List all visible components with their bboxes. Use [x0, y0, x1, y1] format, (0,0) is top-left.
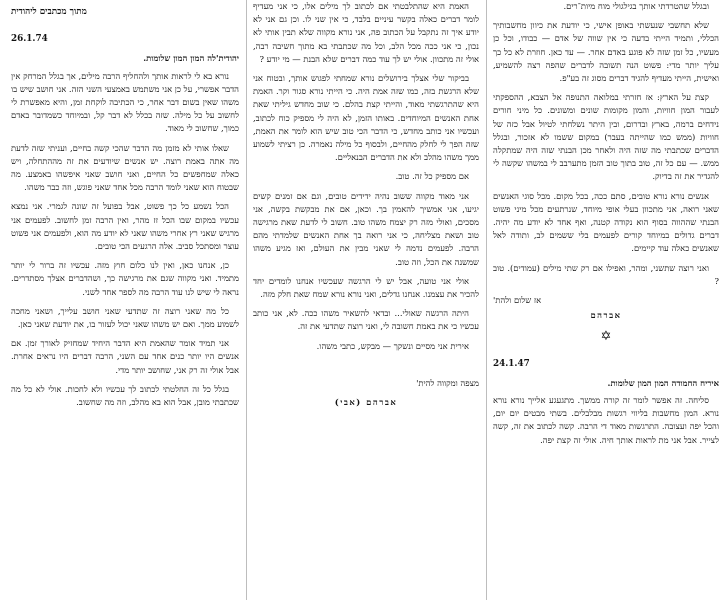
- signature: אברהם: [590, 310, 622, 321]
- body-paragraph: ואני רוצה שתשני, ומהר, ואפילו אם רק שתי מילים (עמודים). טוב ?: [493, 262, 719, 286]
- body-paragraph: שלא תחשבי שנעשתי באופן אישי, כי יודעת את כיוון מחשבותיך הכללי, ותמיד הייתי בדעה כי אין שווה של אדם — כבודו, וכל כן מעשיו, כל זמן שזה לא פוגע באדם אחר. — עד כאן. חוזרת לא כל כך עליך יותר מדי: פשוט הנה תשובה לדברים שהפה רצה להשמיע, ואישית, הייתי מעדיף להגיד דברים מסוג זה בע"פ.: [493, 20, 719, 84]
- closing-line: אז שלום ולהת': [493, 295, 542, 306]
- body-paragraph: שאלו אותי לא מזמן מה הדבר שהכי קשה בחיים, ועניתי שזה לדעת מה אתה באמת רוצה. יש אנשים שיודעים את זה מההתחלה, ויש כאלה שמחפשים כל החיים, ואני חושב שאני איפשהו באמצע. מה שבטוח הוא שאני לומד הרבה מכל אחד שאני פוגש, וזה כבר משהו.: [11, 142, 239, 193]
- left-column: [11, 0, 239, 600]
- body-paragraph: הכל נשמע כל כך פשוט, אבל בפועל זה שונה לגמרי. אני נמצא עכשיו במקום שבו הכל זז מהר, ואין הרבה זמן לחשוב. לפעמים אני מרגיש שאני רץ אחרי משהו שאני לא יודע מה הוא, ולפעמים אני פשוט עוצר ומסתכל סביב. אלה הרגעים הכי טובים.: [11, 201, 239, 252]
- body-paragraph: האמת היא שהתלבטתי אם לכתוב לך מילים אלו, כי אני מעדיף לומר דברים כאלה בקשר עיניים בלבד, כי אין שני לו. וכן גם אני לא יודע איך זה נתקבל על הכתוב פה, אני נורא מקווה שלא תבין אותי לא נכון, כי אני ככה מכל הלב, וכל מה שכתבתי בא מתוך חשיבה רבה, אולי זה מתכוון. אולי יש לך עוד כמה דברים שלא הבנת — מי יודע ?: [253, 1, 479, 64]
- body-paragraph: בגלל כל זה החלטתי לכתוב לך עכשיו ולא לחכות. אולי לא כל מה שכתבתי מובן, אבל הוא בא מהלב, וזה מה שחשוב.: [11, 383, 239, 408]
- body-paragraph: נורא בא לי לראות אותך ולהחליף הרבה מילים, אך בגלל המרחק אין הדבר אפשרי, על כן אני משתמש באמצעי השני הזה. אני חושב שיש בו משהו שאין בשום דבר אחר, כי הכתיבה לוקחת זמן, והיא מאפשרת לי לחשוב על כל מילה. שזה בכלל לא דבר קל, ובמיוחד כשמדובר באדם כמוך, שחשוב לי מאוד.: [11, 70, 239, 134]
- right-column: [493, 0, 719, 600]
- body-paragraph: סליחה. זה אפשר לומר זה קורה ממשך. מתגעגע אלייך נורא נורא נורא. המון מחשבות בליווי רגשות מבלבלים. בשתי מבטים יום יום, והכל יפה ועצובה. התרגשות מאוד די הרבה. קשה לכתוב את זה, קשה לצייר. אבל אני מת לראות אותך חיה. אולי זה קצת יפה.: [493, 395, 719, 445]
- body-paragraph: כן, אנחנו כאן, ואין לנו כלום חוץ מזה. עכשיו זה ברור לי יותר מתמיד. ואני מקווה שגם את מרגישה כך, ושהדברים אצלך מסתדרים. נראה לי שיש לנו עוד הרבה מה לספר אחד לשני.: [11, 260, 239, 297]
- body-paragraph: אם מספיק כל זה. טוב.: [395, 171, 469, 182]
- column-divider: [246, 0, 247, 600]
- letter-date: 24.1.47: [493, 358, 530, 369]
- letter-salutation: יהודית'לה המון המון שלומות.: [143, 53, 239, 64]
- body-paragraph: אולי אני טועה, אבל יש לי הרגשה שעכשיו אנחנו לומדים יחד להכיר את עצמנו. אנחנו גדלים, ואני נורא נורא שמח שאת חלק מזה.: [253, 275, 479, 300]
- column-divider: [486, 0, 487, 600]
- body-paragraph: אני תמיד אומר שהאמת היא הדבר היחיד שמחזיק לאורך זמן. אם אנשים היו יותר כנים אחד עם השני, הרבה דברים היו נראים אחרת. אבל אולי זה רק אני, שחושב יותר מדי.: [11, 338, 239, 375]
- body-paragraph: קצת על הארץ: אז חזרתי במלואה התנופה אל הצבא, ההספקתי לעבור המון חוויות, והמון מקומות שונים ומשונים. כל מיני חורים נידחים ברמה, בארץ ובדרום, ובין היתר נשלחתי לטיול אבל כזה של חוויות (ממש כמו שהייתה בעבר) במקום ששמו לא אזכור, ובגלל הדברים שכתבתי מה שזה היה ולאחר מכן הבנתי שזה היה שמתקלה ממש. — עם כל זה, טוב בתוך טוב הזמן מתערבב לי במשהו שקשה לי להגדיר את זה בדיוק.: [493, 92, 719, 182]
- body-paragraph: אנשים נורא נורא טובים, סתם ככה, בכל מקום. מכל סוגי האנשים שאני רואה, אני מתכוון בעלי אופי מיוחד, שנרתעים מכל מיני פשוט הבנתי שההווה בסוף הוא נקודה קטנה, ואף אחד לא יודע מה יהיה. דברים גדולים במיוחד קורים לפעמים בלי ששמים לב, ותודה לאל שאנשים כאלה עוד קיימים.: [493, 190, 719, 254]
- closing-line: מצפה ומקווה להית': [416, 377, 479, 388]
- page-header: מתוך מכתבים ליהודית: [11, 7, 87, 17]
- body-paragraph: אירית אני מסיים ונשקך — מבקש, כתבי משהו.: [316, 340, 469, 351]
- letter-salutation: איריח החמודה המון המון שלומות.: [607, 377, 719, 388]
- body-paragraph: בביקור שלי אצלך בירושלים נורא שמחתי לפגוש אותך, ובטוח אני שלא הרגשת בזה, כמו שזה אמת היה. כי הייתי נורא סגור וקר. האמת היא שהתרגשתי מאוד, והייתי קצת בהלם. כי שוב מחדש גיליתי שאת אחת האנשים המיוחדים. באותו הזמן, לא היה לי מספיק כוח לכתוב, ועכשיו אני כותב מחדש, כי הדבר הכי טוב שיש הוא לומר את האמת, שזה הפך לי לחלק מהחיים, ולבסוף כל מילה נאמרה. כן רציתי לשמוע ממך משהו מהלב ולא את הדברים הבנאליים.: [253, 73, 479, 163]
- letter-date: 26.1.74: [11, 34, 48, 45]
- body-paragraph: ובגלל שהטרדתי אותך בגילגולי מוח מיות־רים.: [563, 1, 709, 11]
- body-paragraph: היתה הרגשה שאולי... ובדאי להשאיר משהו ככה. לא, אני כותב עכשיו כי את באמת חשובה לי, ואני רוצה שתדעי את זה.: [253, 308, 479, 332]
- middle-column: [253, 0, 479, 600]
- body-paragraph: כל מה שאני רוצה זה שתדעי שאני חושב עלייך, ושאני מחכה לשמוע ממך. ואם יש משהו שאני יכול לעזור בו, את יודעת שאני כאן.: [11, 305, 239, 330]
- star-of-david-icon: ✡: [600, 329, 612, 345]
- body-paragraph: אני מאוד מקווה ששוב נהיה ידידים טובים, וגם אם זמנים קשים יגיעו, אני אמשיך להאמין בך. וכאן, אם את מבקשת בקשה, אני מסכים, ואולי מזה רק יצמח משהו טוב. חשוב לי לדעת שאת מרגישה טוב ושאת מצליחה, כי אני רואה בך אחת האנשים שלמדתי מהם הרבה. לפעמים נדמה לי שאני מבין את העולם, ואז מגיע משהו שמשנה את הכל, וזה טוב.: [253, 190, 479, 267]
- signature: אברהם (אבי): [334, 397, 398, 408]
